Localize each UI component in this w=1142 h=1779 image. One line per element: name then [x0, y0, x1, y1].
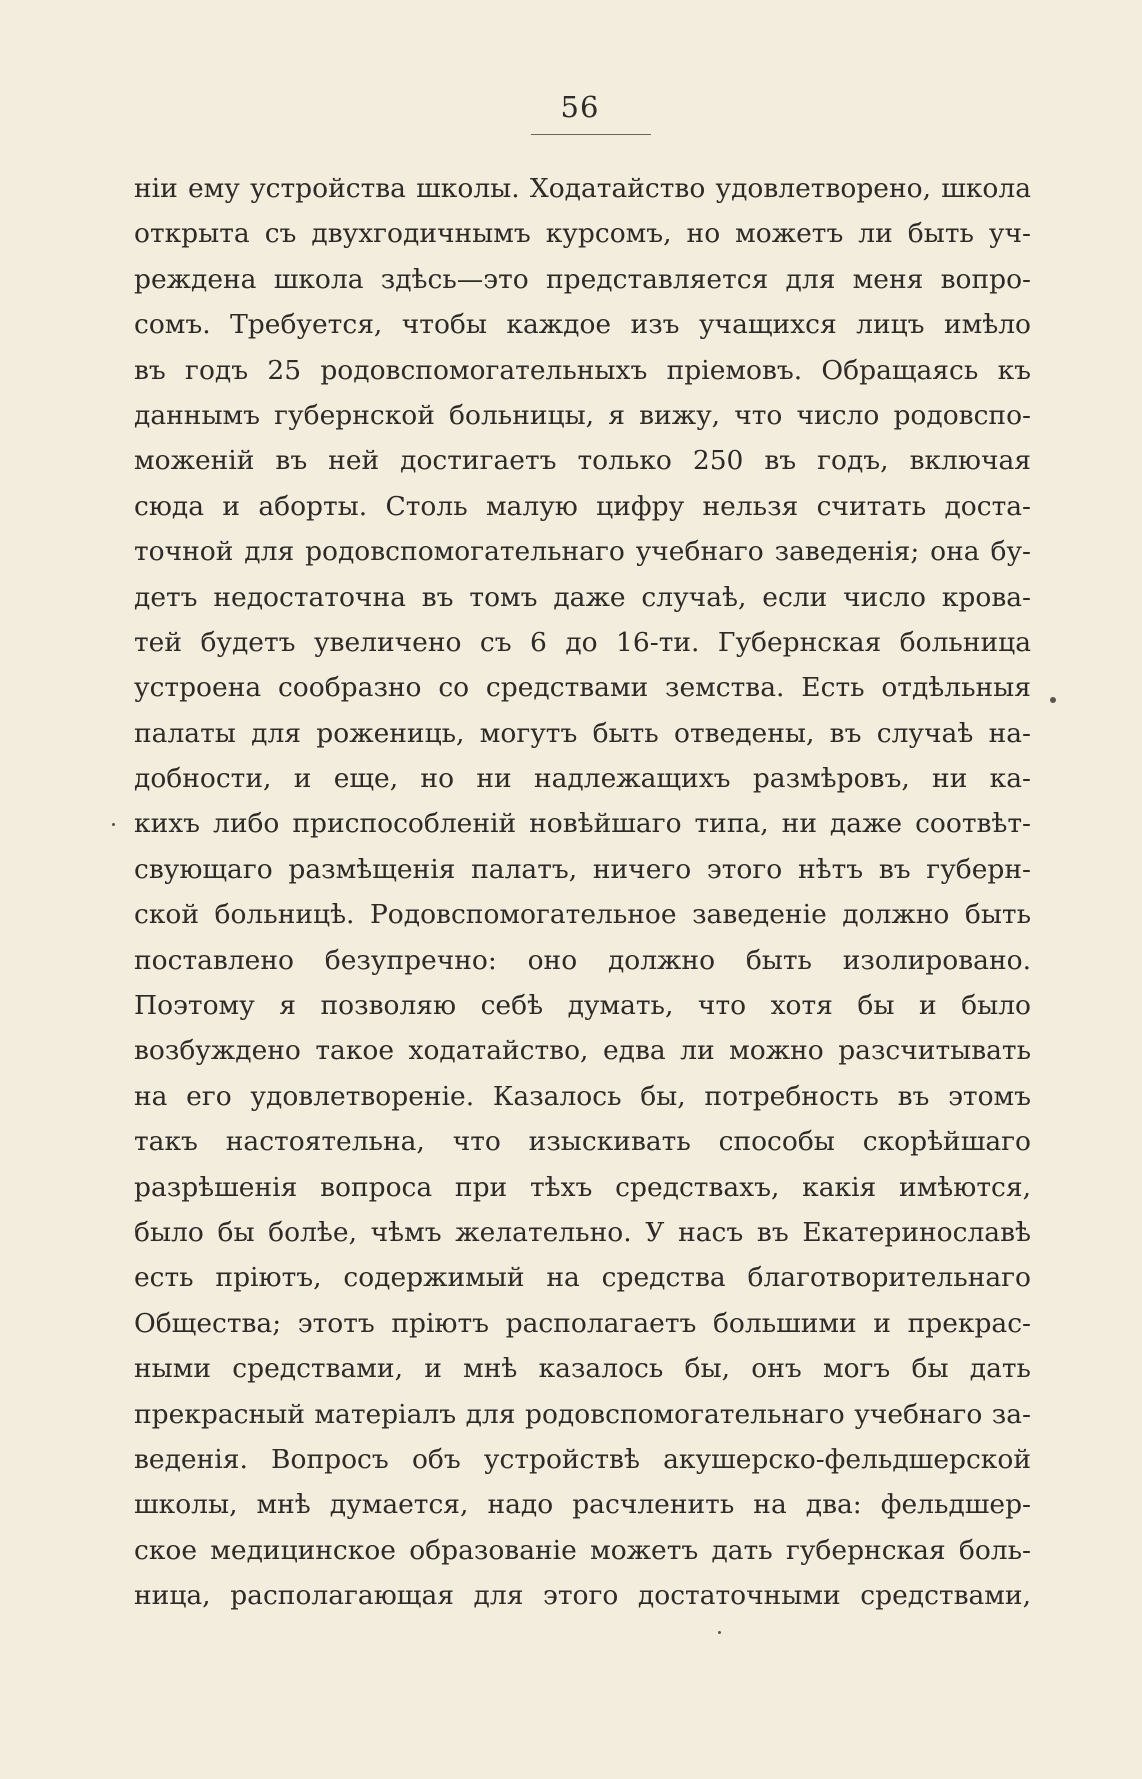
text-line-10: детъ недостаточна въ томъ даже случаѣ, если число крова- — [134, 581, 1031, 613]
text-line-17: ской больницѣ. Родовспомогательное заведеніе должно быть — [134, 899, 1031, 931]
text-line-11: тей будетъ увеличено съ 6 до 16-ти. Губернская больница — [134, 626, 1031, 658]
text-line-31: ское медицинское образованіе можетъ дать губернская боль- — [134, 1534, 1031, 1566]
text-line-8: сюда и аборты. Столь малую цифру нельзя считать доста- — [134, 490, 1031, 522]
page-number: 56 — [560, 90, 600, 124]
text-line-16: свующаго размѣщенія палатъ, ничего этого нѣтъ въ губерн- — [134, 853, 1031, 885]
text-line-30: школы, мнѣ думается, надо расчленить на два: фельдшер- — [134, 1489, 1031, 1521]
page-number-rule — [531, 134, 651, 135]
text-line-14: добности, и еще, но ни надлежащихъ размѣровъ, ни ка- — [134, 763, 1031, 795]
text-line-19: Поэтому я позволяю себѣ думать, что хотя бы и было — [134, 990, 1031, 1022]
text-line-27: ными средствами, и мнѣ казалось бы, онъ могъ бы дать — [134, 1353, 1031, 1385]
text-line-15: кихъ либо приспособленій новѣйшаго типа, ни даже соотвѣт- — [134, 808, 1031, 840]
text-line-1: ніи ему устройства школы. Ходатайство удовлетворено, школа — [134, 173, 1031, 204]
ink-speck — [718, 1631, 721, 1634]
text-line-9: точной для родовспомогательнаго учебнаго заведенія; она бу- — [134, 536, 1031, 568]
text-line-28: прекрасный матеріалъ для родовспомогательнаго учебнаго за- — [134, 1398, 1031, 1430]
text-line-26: Общества; этотъ пріютъ располагаетъ большими и прекрас- — [134, 1307, 1031, 1339]
text-line-20: возбуждено такое ходатайство, едва ли можно разсчитывать — [134, 1035, 1031, 1067]
text-line-32: ница, располагающая для этого достаточными средствами, — [134, 1580, 1031, 1612]
text-line-7: моженій въ ней достигаетъ только 250 въ годъ, включая — [134, 445, 1031, 477]
ink-speck — [112, 823, 115, 826]
text-line-2: открыта съ двухгодичнымъ курсомъ, но можетъ ли быть уч- — [134, 218, 1031, 250]
ink-speck — [1050, 697, 1056, 703]
text-line-4: сомъ. Требуется, чтобы каждое изъ учащихся лицъ имѣло — [134, 309, 1031, 341]
text-line-6: даннымъ губернской больницы, я вижу, что число родовспо- — [134, 399, 1031, 431]
text-line-29: веденія. Вопросъ объ устройствѣ акушерско-фельдшерской — [134, 1443, 1031, 1475]
text-line-23: разрѣшенія вопроса при тѣхъ средствахъ, какія имѣются, — [134, 1171, 1031, 1203]
text-line-25: есть пріютъ, содержимый на средства благотворительнаго — [134, 1262, 1031, 1294]
text-line-18: поставлено безупречно: оно должно быть изолировано. — [134, 944, 1031, 976]
text-line-22: такъ настоятельна, что изыскивать способы скорѣйшаго — [134, 1126, 1031, 1158]
text-line-24: было бы болѣе, чѣмъ желательно. У насъ въ Екатеринославѣ — [134, 1216, 1031, 1248]
body-text — [134, 166, 1031, 1619]
text-line-5: въ годъ 25 родовспомогательныхъ пріемовъ. Обращаясь къ — [134, 354, 1031, 386]
text-line-3: реждена школа здѣсь—это представляется для меня вопро- — [134, 263, 1031, 295]
text-line-13: палаты для рожениць, могутъ быть отведены, въ случаѣ на- — [134, 717, 1031, 749]
text-line-12: устроена сообразно со средствами земства. Есть отдѣльныя — [134, 672, 1031, 704]
text-line-21: на его удовлетвореніе. Казалось бы, потребность въ этомъ — [134, 1080, 1031, 1112]
